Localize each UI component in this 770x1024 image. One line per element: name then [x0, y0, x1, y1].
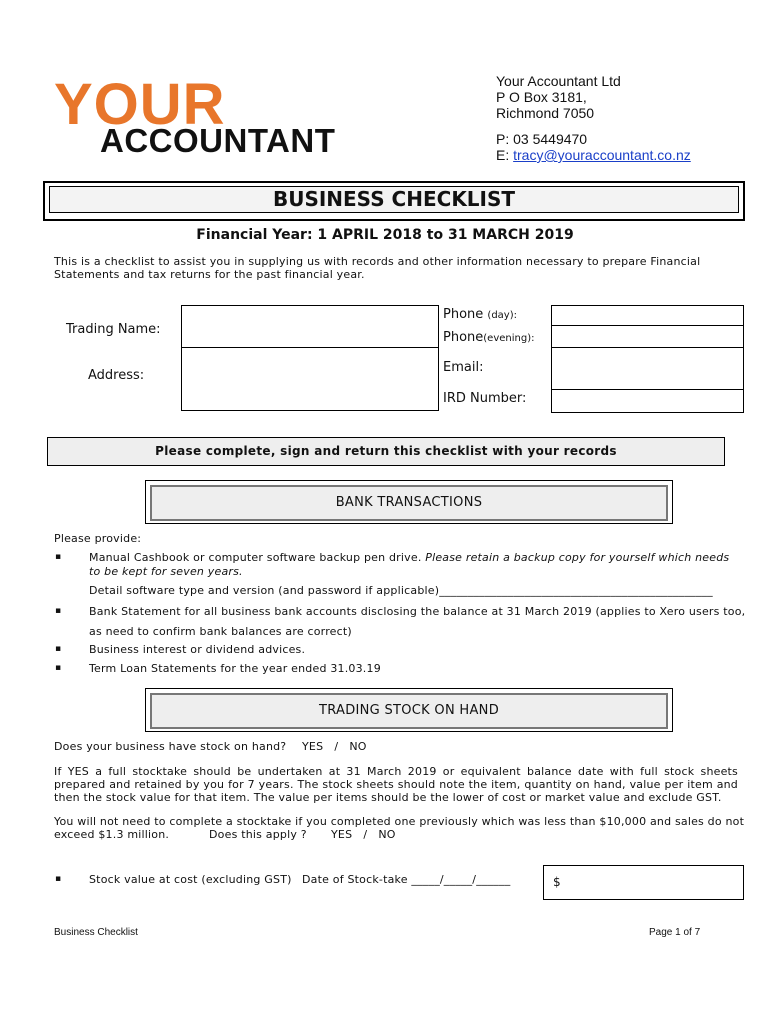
email-field[interactable]	[551, 347, 744, 391]
phone-day-suffix: (day):	[487, 310, 517, 321]
bank-section-frame	[145, 480, 673, 524]
stock-value-label: Stock value at cost (excluding GST)	[89, 873, 292, 886]
bullet: ▪	[55, 552, 62, 562]
email-label: Email:	[443, 360, 484, 375]
bank-item-statement-2: as need to confirm bank balances are correct)	[89, 625, 352, 638]
dollar-sign: $	[553, 875, 561, 889]
stock-value-field[interactable]	[543, 865, 744, 900]
bullet: ▪	[55, 663, 62, 673]
trading-name-field[interactable]	[181, 305, 439, 349]
contact-block	[496, 73, 691, 163]
phone-evening-suffix: (evening):	[483, 333, 535, 344]
phone-evening-text: Phone	[443, 330, 484, 345]
phone-day-text: Phone	[443, 307, 484, 322]
stock-section-heading: TRADING STOCK ON HAND	[150, 693, 668, 729]
cashbook-text: Manual Cashbook or computer software backup pen drive.	[89, 551, 422, 564]
logo-accountant: ACCOUNTANT	[100, 122, 336, 159]
exemption-question: Does this apply ?	[209, 828, 307, 841]
phone-day-label	[443, 307, 517, 322]
page-title: BUSINESS CHECKLIST	[49, 186, 739, 213]
stocktake-exemption-1: You will not need to complete a stocktake if you completed one previously which was less than $10,000 and sales do not	[54, 815, 745, 828]
instruction-banner: Please complete, sign and return this checklist with your records	[47, 437, 725, 466]
phone-number: P: 03 5449470	[496, 131, 588, 147]
logo-your: YOUR	[54, 72, 226, 137]
footer-title: Business Checklist	[54, 927, 138, 938]
trading-name-label: Trading Name:	[66, 322, 161, 337]
email-link[interactable]: tracy@youraccountant.co.nz	[513, 147, 691, 163]
cashbook-italic-note: Please retain a backup copy for yourself which needs to be kept for seven years.	[89, 551, 730, 578]
phone-evening-field[interactable]	[551, 325, 744, 349]
stock-section-frame	[145, 688, 673, 732]
address-label: Address:	[88, 368, 145, 383]
stocktake-date-field[interactable]: Date of Stock-take _____/_____/______	[302, 873, 511, 886]
stocktake-exemption-2: exceed $1.3 million.	[54, 828, 170, 841]
ird-label: IRD Number:	[443, 391, 527, 406]
phone-evening-label	[443, 330, 534, 345]
email-line	[496, 147, 691, 163]
po-box: P O Box 3181,	[496, 89, 587, 105]
exemption-yes-no[interactable]: YES / NO	[331, 828, 396, 841]
bank-item-cashbook	[89, 551, 739, 579]
ird-number-field[interactable]	[551, 389, 744, 413]
bank-section-heading: BANK TRANSACTIONS	[150, 485, 668, 521]
page-number: Page 1 of 7	[649, 927, 701, 938]
bullet: ▪	[55, 874, 62, 884]
software-detail-line[interactable]: Detail software type and version (and password if applicable)________________________________________________	[89, 584, 713, 597]
bank-item-loan: Term Loan Statements for the year ended 31.03.19	[89, 662, 381, 675]
please-provide: Please provide:	[54, 532, 142, 545]
bank-item-statement-1: Bank Statement for all business bank accounts disclosing the balance at 31 March 2019 (applies to Xero users too,	[89, 605, 746, 618]
intro-text: This is a checklist to assist you in supplying us with records and other information necessary to prepare Financial Statements and tax returns for the past financial year.	[54, 255, 701, 281]
phone-day-field[interactable]	[551, 305, 744, 327]
address-field[interactable]	[181, 347, 439, 411]
stocktake-instructions: If YES a full stocktake should be undertaken at 31 March 2019 or equivalent balance date with full stock sheets prepared and retained by you for 7 years. The stock sheets should note the item, quantity on hand, value per item and then the stock value for that item. The value per items should be the lower of cost or market value and exclude GST.	[54, 765, 738, 804]
city: Richmond 7050	[496, 105, 595, 121]
financial-year: Financial Year: 1 APRIL 2018 to 31 MARCH 2019	[196, 227, 574, 243]
bullet: ▪	[55, 644, 62, 654]
bank-item-interest: Business interest or dividend advices.	[89, 643, 306, 656]
stock-yes-no[interactable]: YES / NO	[302, 740, 367, 753]
bullet: ▪	[55, 606, 62, 616]
email-prefix: E:	[496, 147, 514, 163]
stock-question: Does your business have stock on hand?	[54, 740, 287, 753]
company-name: Your Accountant Ltd	[496, 73, 621, 89]
